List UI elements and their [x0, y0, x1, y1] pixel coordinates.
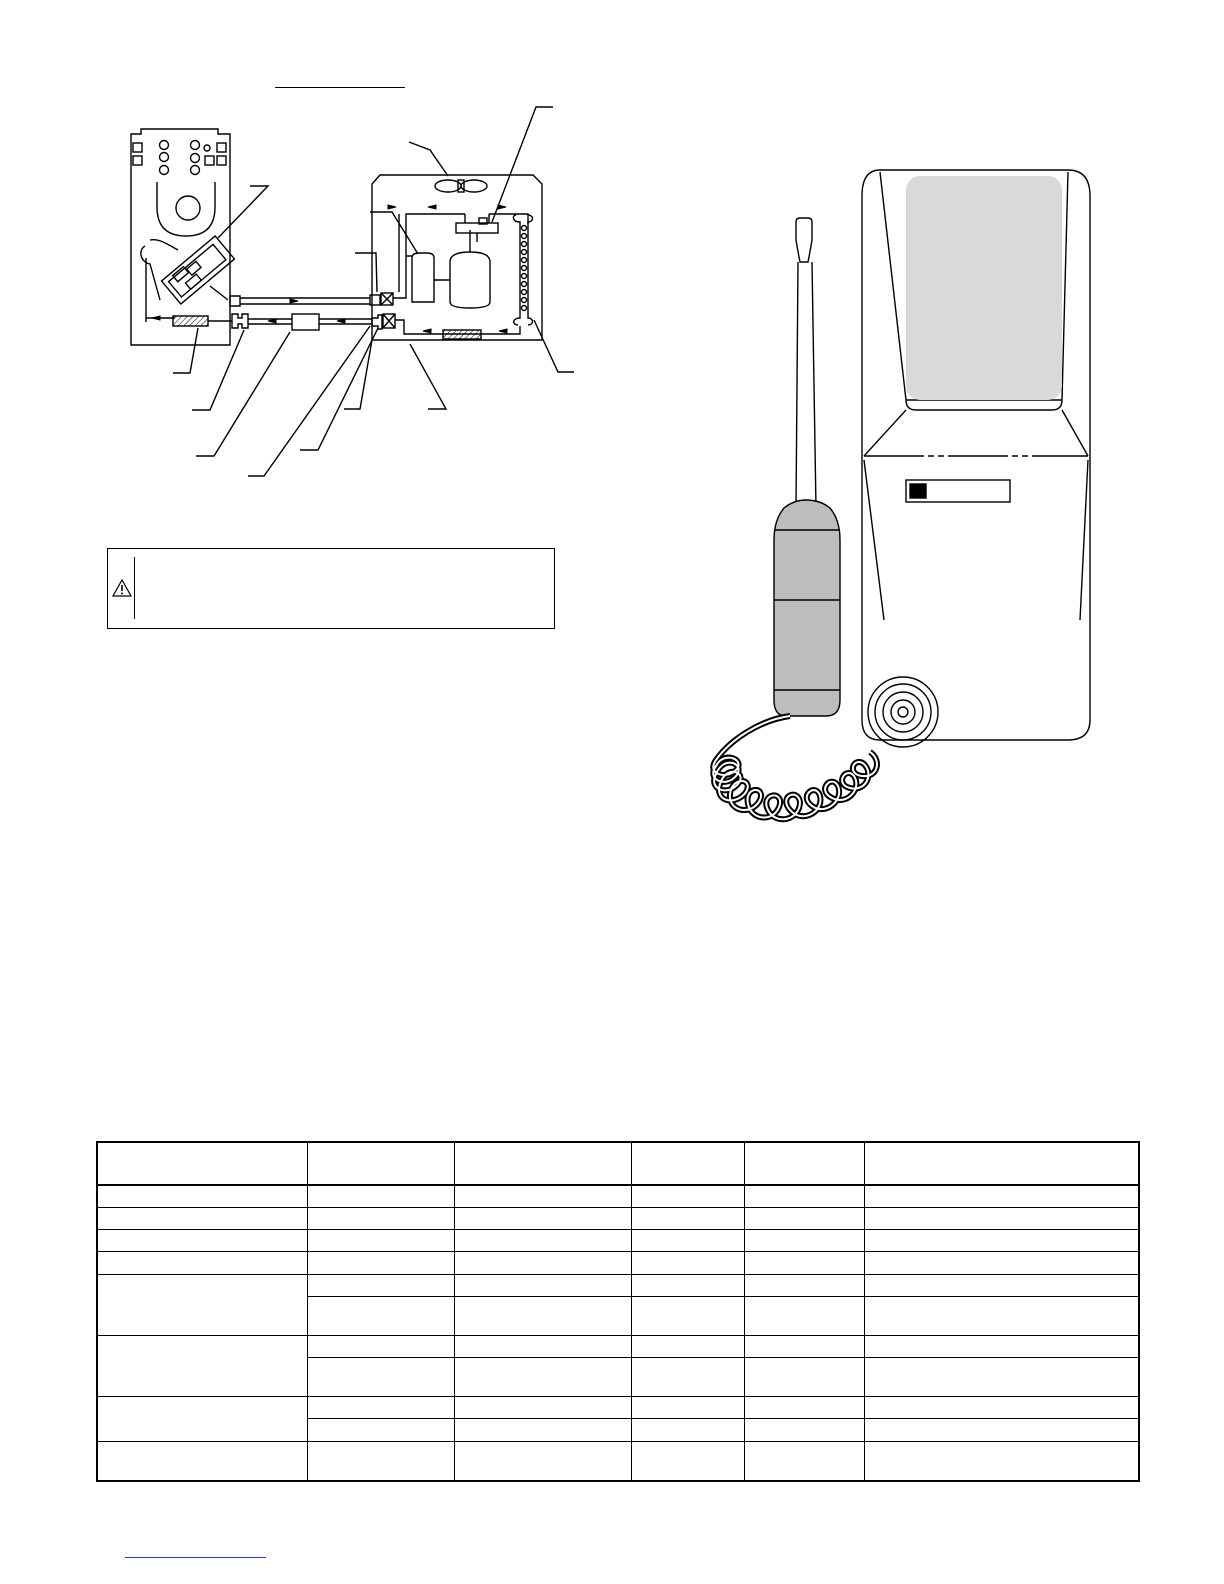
table-cell: [864, 1185, 1139, 1208]
table-cell: [744, 1397, 864, 1419]
table-cell: [454, 1441, 631, 1481]
table-cell: [744, 1252, 864, 1274]
probe-tip: [796, 218, 812, 262]
table-cell: [454, 1274, 631, 1296]
table-cell: [744, 1441, 864, 1481]
table-cell: [307, 1358, 454, 1397]
table-header-row: [97, 1142, 1139, 1185]
table-cell: [631, 1441, 744, 1481]
probe-handle: [774, 500, 840, 716]
suction-line: [230, 296, 240, 306]
table-cell: [744, 1208, 864, 1230]
table-cell: [307, 1397, 454, 1419]
table-cell: [631, 1230, 744, 1252]
table-cell: [631, 1274, 744, 1296]
figure-title-underline: [275, 87, 405, 88]
table-cell: [631, 1397, 744, 1419]
control-knob: [133, 143, 142, 152]
table-cell: [744, 1230, 864, 1252]
table-cell: [97, 1335, 307, 1396]
table-cell: [744, 1296, 864, 1335]
table-cell: [631, 1208, 744, 1230]
table-row: [97, 1208, 1139, 1230]
table-cell: [744, 1185, 864, 1208]
table-cell: [864, 1358, 1139, 1397]
table-row: [97, 1441, 1139, 1481]
table-row: [97, 1274, 1139, 1296]
table-row: [97, 1252, 1139, 1274]
footer-link[interactable]: [125, 1557, 266, 1558]
table-cell: [864, 1419, 1139, 1441]
table-cell: [631, 1419, 744, 1441]
caution-box: [107, 548, 555, 629]
table-cell: [454, 1296, 631, 1335]
warning-triangle-icon: [112, 579, 132, 597]
table-header: [744, 1142, 864, 1185]
speaker-grille: [868, 677, 938, 747]
table-header: [97, 1142, 307, 1185]
table-cell: [864, 1230, 1139, 1252]
table-cell: [97, 1397, 307, 1441]
table-cell: [454, 1397, 631, 1419]
table-cell: [744, 1419, 864, 1441]
leak-detector-illustration: [690, 160, 1110, 920]
caution-divider: [134, 557, 135, 619]
brand-logo: [910, 484, 926, 498]
table-cell: [97, 1230, 307, 1252]
table-header: [307, 1142, 454, 1185]
table-cell: [744, 1358, 864, 1397]
table-cell: [631, 1252, 744, 1274]
filter-drier-outdoor: [443, 330, 481, 339]
table-cell: [454, 1208, 631, 1230]
table-cell: [864, 1208, 1139, 1230]
table-cell: [307, 1252, 454, 1274]
table-cell: [454, 1252, 631, 1274]
table-cell: [454, 1358, 631, 1397]
table-row: [97, 1230, 1139, 1252]
flare-fitting: [232, 314, 248, 328]
table-cell: [631, 1358, 744, 1397]
table-cell: [307, 1208, 454, 1230]
table-cell: [864, 1296, 1139, 1335]
table-cell: [631, 1185, 744, 1208]
table-cell: [864, 1441, 1139, 1481]
table-row: [97, 1335, 1139, 1357]
filter-drier-indoor: [173, 316, 208, 326]
table-cell: [864, 1397, 1139, 1419]
table-cell: [864, 1252, 1139, 1274]
table-cell: [307, 1441, 454, 1481]
outdoor-unit: [372, 175, 542, 340]
table-cell: [744, 1274, 864, 1296]
table-cell: [864, 1335, 1139, 1357]
blower-housing: [157, 182, 215, 236]
refrigerant-schematic: [110, 100, 590, 490]
table-cell: [307, 1230, 454, 1252]
table-cell: [631, 1335, 744, 1357]
fan-blade: [435, 180, 461, 192]
table-header: [864, 1142, 1139, 1185]
probe-shaft: [796, 262, 816, 508]
spec-table: [96, 1141, 1140, 1482]
table-cell: [307, 1185, 454, 1208]
table-cell: [307, 1419, 454, 1441]
table-cell: [97, 1441, 307, 1481]
table-cell: [97, 1185, 307, 1208]
reversing-valve: [456, 223, 498, 233]
table-cell: [631, 1296, 744, 1335]
accumulator: [412, 253, 434, 302]
table-cell: [454, 1419, 631, 1441]
table-row: [97, 1185, 1139, 1208]
table-row: [97, 1397, 1139, 1419]
table-cell: [744, 1335, 864, 1357]
table-cell: [97, 1208, 307, 1230]
line-drier: [292, 314, 319, 330]
blower-wheel: [176, 196, 200, 220]
table-cell: [97, 1252, 307, 1274]
table-cell: [454, 1185, 631, 1208]
table-header: [631, 1142, 744, 1185]
table-cell: [97, 1274, 307, 1335]
detector-window: [906, 176, 1062, 400]
table-cell: [454, 1335, 631, 1357]
table-cell: [307, 1274, 454, 1296]
table-cell: [864, 1274, 1139, 1296]
table-cell: [307, 1335, 454, 1357]
table-cell: [454, 1230, 631, 1252]
table-header: [454, 1142, 631, 1185]
table-cell: [307, 1296, 454, 1335]
compressor: [450, 252, 490, 308]
